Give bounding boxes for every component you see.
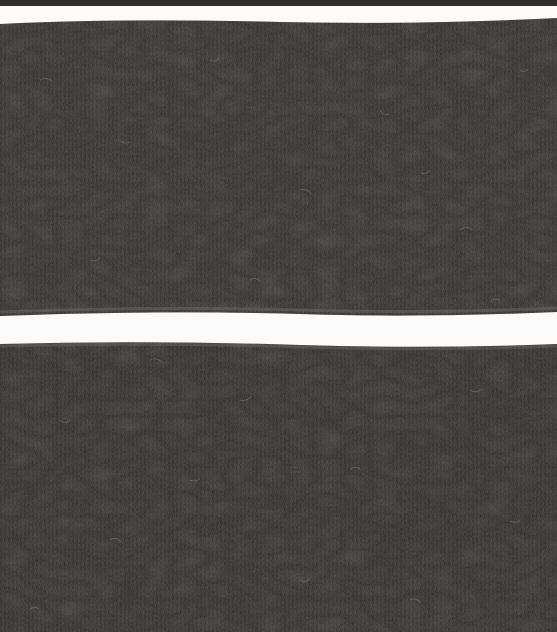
top-dark-stripe — [0, 18, 557, 316]
bottom-dark-stripe — [0, 342, 557, 632]
top-edge-dark-sliver — [0, 0, 557, 6]
